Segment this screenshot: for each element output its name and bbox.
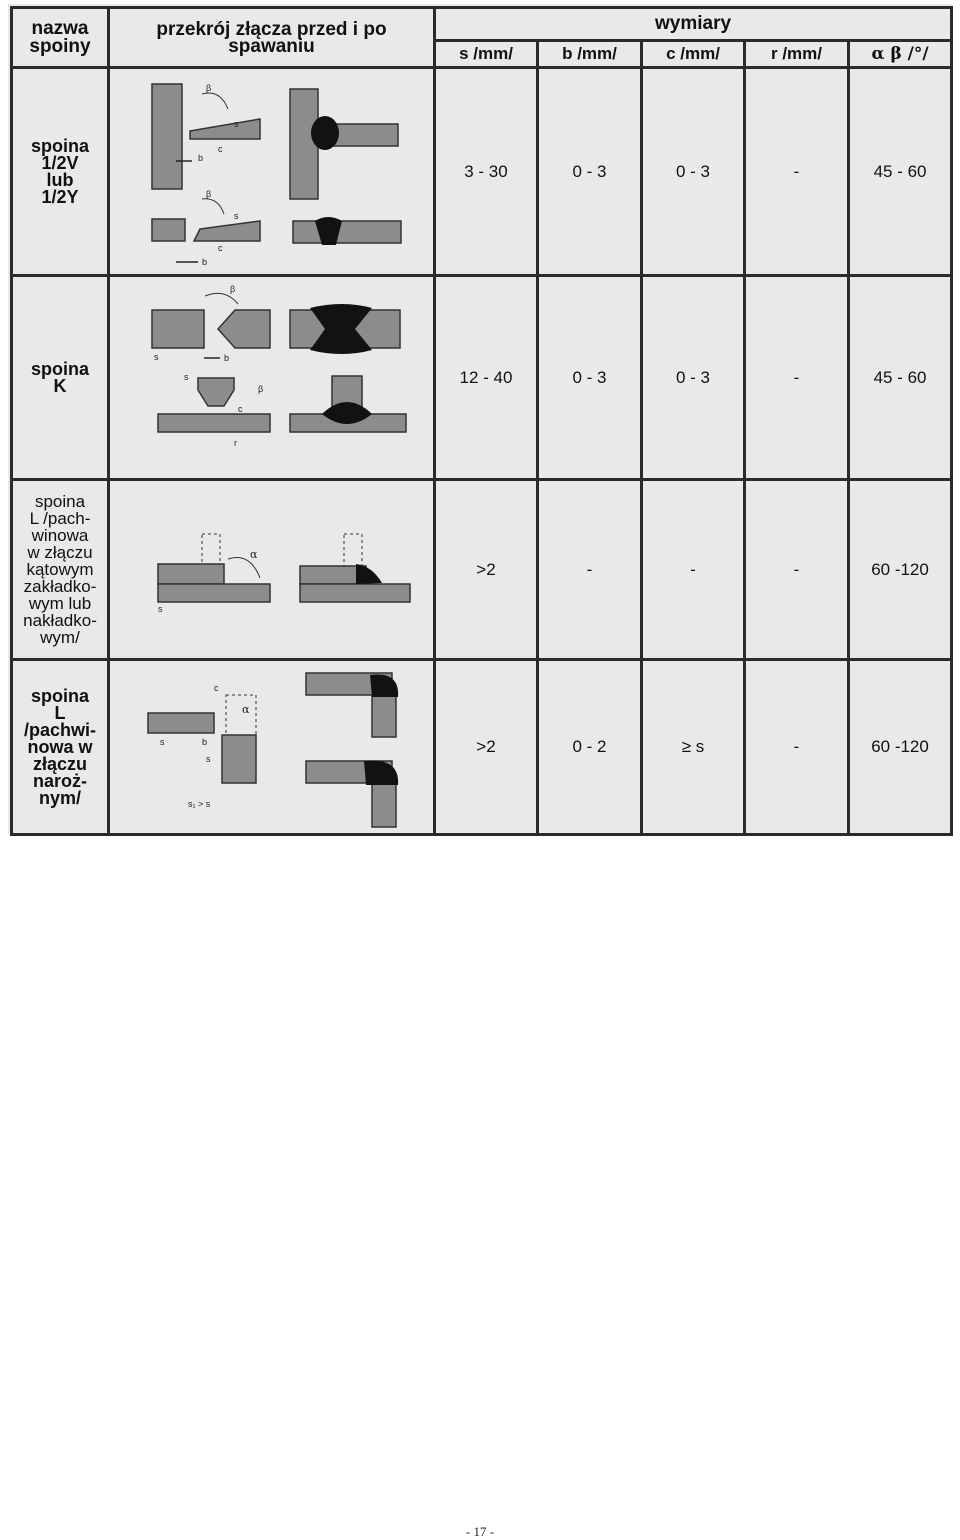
table-row — [12, 276, 952, 480]
joint-diagram-k — [109, 276, 435, 480]
header-dim-c: c /mm/ — [642, 41, 745, 68]
label-alpha-lap: α — [250, 547, 258, 561]
joint-diagram-l-lap — [109, 480, 435, 660]
value-s-row1: 3 - 30 — [435, 68, 538, 276]
k-joint-drawing — [110, 278, 435, 478]
value-b-row3: - — [538, 480, 642, 660]
weld-name-half-v: spoina 1/2V lub 1/2Y — [12, 68, 109, 276]
joint-diagram-half-v — [109, 68, 435, 276]
label-s1-gt-s: s₁ > s — [188, 799, 211, 809]
half-v-joint-drawing — [110, 69, 435, 274]
l-corner-joint-drawing — [110, 661, 435, 833]
label-beta-2: β — [206, 189, 212, 199]
header-dim-b: b /mm/ — [538, 41, 642, 68]
value-angle-row3: 60 -120 — [849, 480, 952, 660]
label-beta-k2: β — [258, 383, 264, 394]
value-r-row2: - — [745, 276, 849, 480]
header-weld-name: nazwa spoiny — [12, 8, 109, 68]
page-number: - 17 - — [465, 1524, 495, 1539]
value-s-row4: >2 — [435, 660, 538, 835]
value-s-row2: 12 - 40 — [435, 276, 538, 480]
value-b-row2: 0 - 3 — [538, 276, 642, 480]
value-c-row2: 0 - 3 — [642, 276, 745, 480]
value-angle-row4: 60 -120 — [849, 660, 952, 835]
weld-name-l-corner: spoina L /pachwi- nowa w złączu naroż- nym/ — [12, 660, 109, 835]
header-dim-angle: α β /°/ — [849, 41, 952, 68]
label-c: c — [218, 144, 223, 154]
label-c-k2: c — [238, 403, 243, 414]
label-b: b — [198, 153, 204, 163]
label-s-2: s — [234, 211, 239, 221]
value-r-row4: - — [745, 660, 849, 835]
weld-joint-table — [10, 6, 953, 836]
label-c-2: c — [218, 243, 223, 253]
label-b-corner: b — [202, 737, 208, 747]
header-dim-s: s /mm/ — [435, 41, 538, 68]
weld-name-l-lap: spoina L /pach- winowa w złączu kątowym zakładko- wym lub nakładko- wym/ — [12, 480, 109, 660]
label-r-k2: r — [234, 437, 237, 448]
label-s-corner-2: s — [206, 754, 211, 764]
label-b-2: b — [202, 257, 208, 267]
label-s-k2: s — [184, 371, 189, 382]
table-row — [12, 660, 952, 835]
value-b-row4: 0 - 2 — [538, 660, 642, 835]
label-s-lap: s — [158, 603, 163, 614]
table-row — [12, 480, 952, 660]
header-joint-section: przekrój złącza przed i po spawaniu — [109, 8, 435, 68]
value-c-row4: ≥ s — [642, 660, 745, 835]
value-c-row1: 0 - 3 — [642, 68, 745, 276]
value-r-row1: - — [745, 68, 849, 276]
header-dimensions: wymiary — [435, 8, 952, 41]
value-s-row3: >2 — [435, 480, 538, 660]
label-s-corner: s — [160, 737, 165, 747]
value-angle-row2: 45 - 60 — [849, 276, 952, 480]
label-c-corner: c — [214, 683, 219, 693]
label-alpha-corner: α — [242, 703, 250, 716]
l-lap-joint-drawing — [110, 482, 435, 658]
joint-diagram-l-corner — [109, 660, 435, 835]
label-s-k: s — [154, 351, 159, 362]
header-dim-r: r /mm/ — [745, 41, 849, 68]
label-b-k: b — [224, 352, 230, 363]
label-s: s — [234, 119, 239, 129]
label-beta: β — [206, 83, 212, 93]
value-b-row1: 0 - 3 — [538, 68, 642, 276]
table-row — [12, 68, 952, 276]
value-r-row3: - — [745, 480, 849, 660]
weld-name-k: spoina K — [12, 276, 109, 480]
label-beta-k: β — [230, 283, 236, 294]
value-c-row3: - — [642, 480, 745, 660]
value-angle-row1: 45 - 60 — [849, 68, 952, 276]
